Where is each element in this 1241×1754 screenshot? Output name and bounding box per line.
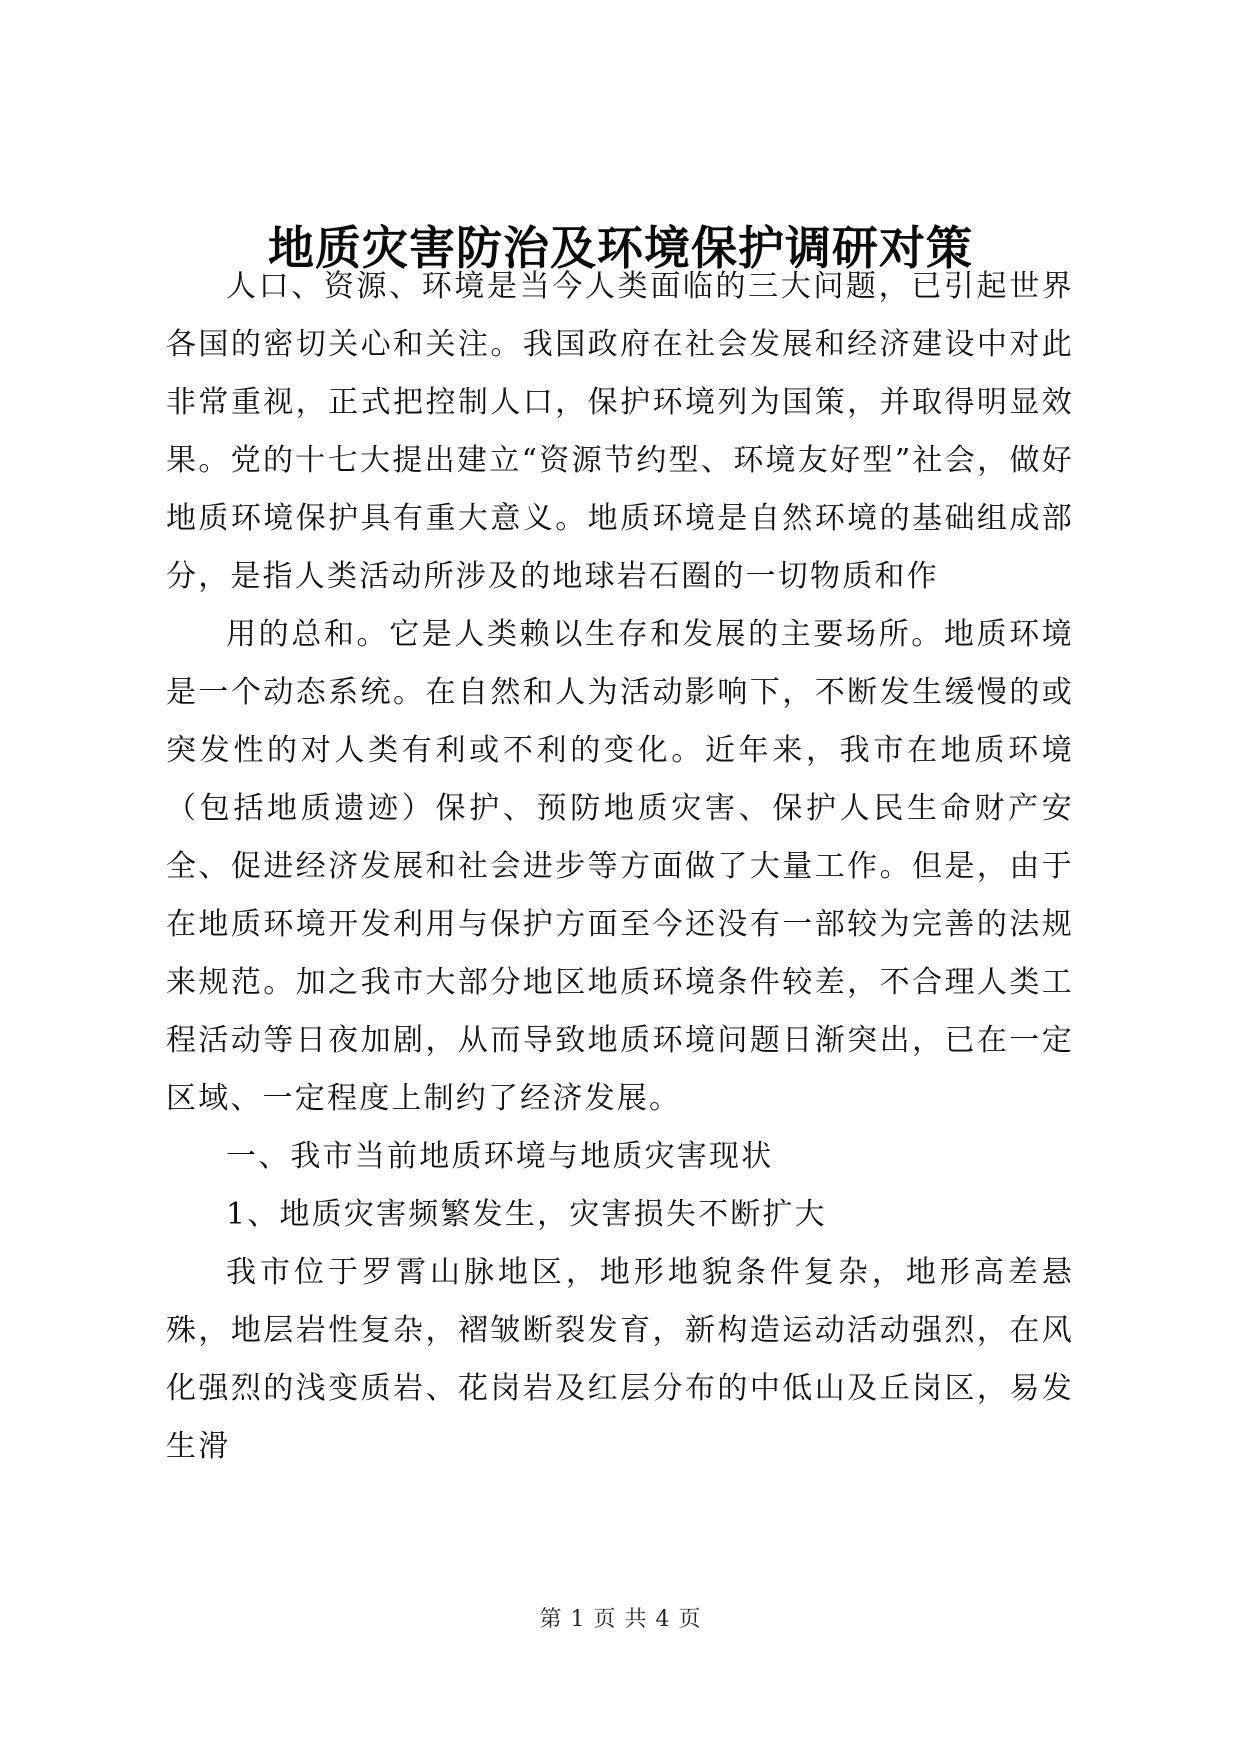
paragraph-3: 我市位于罗霄山脉地区，地形地貌条件复杂，地形高差悬殊，地层岩性复杂，褶皱断裂发育，新构造运动活动强烈，在风化强烈的浅变质岩、花岗岩及红层分布的中低山及丘岗区，易发生滑 [166, 1255, 1074, 1464]
subsection-heading: 1、地质灾害频繁发生，灾害损失不断扩大 [226, 1197, 827, 1232]
paragraph-1: 人口、资源、环境是当今人类面临的三大问题，已引起世界各国的密切关心和关注。我国政府在社会发展和经济建设中对此非常重视，正式把控制人口，保护环境列为国策，并取得明显效果。党的十七大提出建立“资源节约型、环境友好型”社会，做好地质环境保护具有重大意义。地质环境是自然环境的基础组成部分，是指人类活动所涉及的地球岩石圈的一切物质和作 [166, 269, 1074, 594]
page-indicator: 第 1 页 共 4 页 [539, 1607, 702, 1632]
section-heading: 一、我市当前地质环境与地质灾害现状 [226, 1139, 774, 1174]
document-title: 地质灾害防治及环境保护调研对策 [268, 221, 973, 275]
paragraph-2: 用的总和。它是人类赖以生存和发展的主要场所。地质环境是一个动态系统。在自然和人为活动影响下，不断发生缓慢的或突发性的对人类有利或不利的变化。近年来，我市在地质环境（包括地质遗迹）保护、预防地质灾害、保护人民生命财产安全、促进经济发展和社会进步等方面做了大量工作。但是，由于在地质环境开发利用与保护方面至今还没有一部较为完善的法规来规范。加之我市大部分地区地质环境条件较差，不合理人类工程活动等日夜加剧，从而导致地质环境问题日渐突出，已在一定区域、一定程度上制约了经济发展。 [166, 617, 1074, 1116]
document-body [166, 258, 1074, 1476]
